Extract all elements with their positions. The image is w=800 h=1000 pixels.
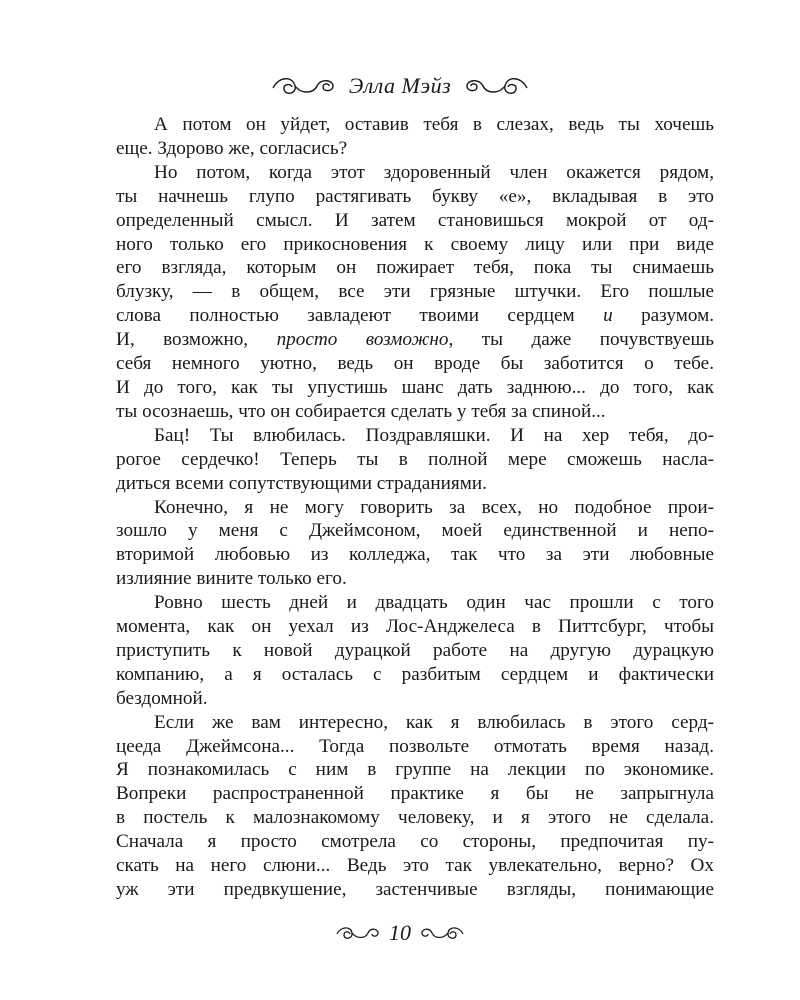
text-segment: , ты даже почувствуешь: [448, 329, 714, 351]
text-line: скать на него слюни... Ведь это так увлекательно, верно? Ох: [116, 855, 714, 877]
text-line: рогое сердечко! Теперь ты в полной мере сможешь насла-: [116, 448, 714, 470]
text-line: цееда Джеймсона... Тогда позвольте отмотать время назад.: [116, 735, 714, 757]
text-line: вторимой любовью из колледжа, так что за эти любовные: [116, 544, 714, 566]
text-line: уж эти предвкушение, застенчивые взгляды, понимающие: [116, 879, 714, 900]
text-segment: слова полностью завладеют твоими сердцем: [116, 305, 604, 327]
text-line: бездомной.: [116, 687, 208, 709]
text-line: Конечно, я не могу говорить за всех, но подобное прои-: [154, 496, 714, 518]
text-line: момента, как он уехал из Лос-Анджелеса в Питтсбург, чтобы: [116, 616, 714, 638]
text-line: себя немного уютно, ведь он вроде бы заботится о тебе.: [116, 353, 714, 375]
text-line: ты начнешь глупо растягивать букву «е», вкладывая в это: [116, 185, 714, 207]
text-line: приступить к новой дурацкой работе на другую дурацкую: [116, 639, 714, 661]
book-page-text: [116, 113, 714, 902]
left-flourish-ornament-icon: [271, 74, 335, 98]
text-line: зошло у меня с Джеймсоном, моей единственной и непо-: [116, 520, 714, 542]
running-header: [0, 68, 800, 104]
text-line: излияние вините только его.: [116, 568, 347, 590]
text-line: диться всеми сопутствующими страданиями.: [116, 472, 487, 494]
text-line: Ровно шесть дней и двадцать один час прошли с того: [154, 592, 714, 614]
text-line: его взгляда, которым он пожирает тебя, пока ты снимаешь: [116, 257, 714, 279]
page-footer: [0, 918, 800, 948]
text-line: в постель к малознакомому человеку, и я этого не сделала.: [116, 807, 714, 829]
text-line: [116, 304, 714, 328]
right-footer-flourish-icon: [421, 924, 465, 942]
italic-emphasis: просто возможно: [276, 329, 449, 351]
text-line: Вопреки распространенной практике я бы не запрыгнула: [116, 783, 714, 805]
text-line: ного только его прикосновения к своему лицу или при виде: [116, 233, 714, 255]
text-line: Я познакомилась с ним в группе на лекции по экономике.: [116, 759, 714, 781]
italic-emphasis: и: [603, 305, 613, 327]
text-line: блузку, — в общем, все эти грязные штучки. Его пошлые: [116, 281, 714, 303]
text-line: Сначала я просто смотрела со стороны, предпочитая пу-: [116, 831, 714, 853]
running-title-author: Элла Мэйз: [348, 73, 452, 98]
text-line: Но потом, когда этот здоровенный член окажется рядом,: [154, 161, 714, 183]
text-line: определенный смысл. И затем становишься мокрой от од-: [116, 209, 714, 231]
text-line: компанию, а я осталась с разбитым сердцем и фактически: [116, 663, 714, 685]
text-line: Бац! Ты влюбилась. Поздравляшки. И на хер тебя, до-: [154, 424, 714, 446]
right-flourish-ornament-icon: [465, 74, 529, 98]
page-number: 10: [389, 920, 411, 945]
text-line: А потом он уйдет, оставив тебя в слезах, ведь ты хочешь: [154, 114, 714, 135]
text-line: И до того, как ты упустишь шанс дать заднюю... до того, как: [116, 376, 714, 398]
text-line: ты осознаешь, что он собирается сделать у тебя за спиной...: [116, 400, 606, 422]
text-segment: И, возможно,: [116, 329, 277, 351]
text-line: Если же вам интересно, как я влюбилась в этого серд-: [154, 711, 714, 733]
text-segment: разумом.: [612, 305, 715, 327]
text-line: [116, 328, 714, 352]
left-footer-flourish-icon: [335, 924, 379, 942]
text-line: еще. Здорово же, согласись?: [116, 137, 348, 159]
